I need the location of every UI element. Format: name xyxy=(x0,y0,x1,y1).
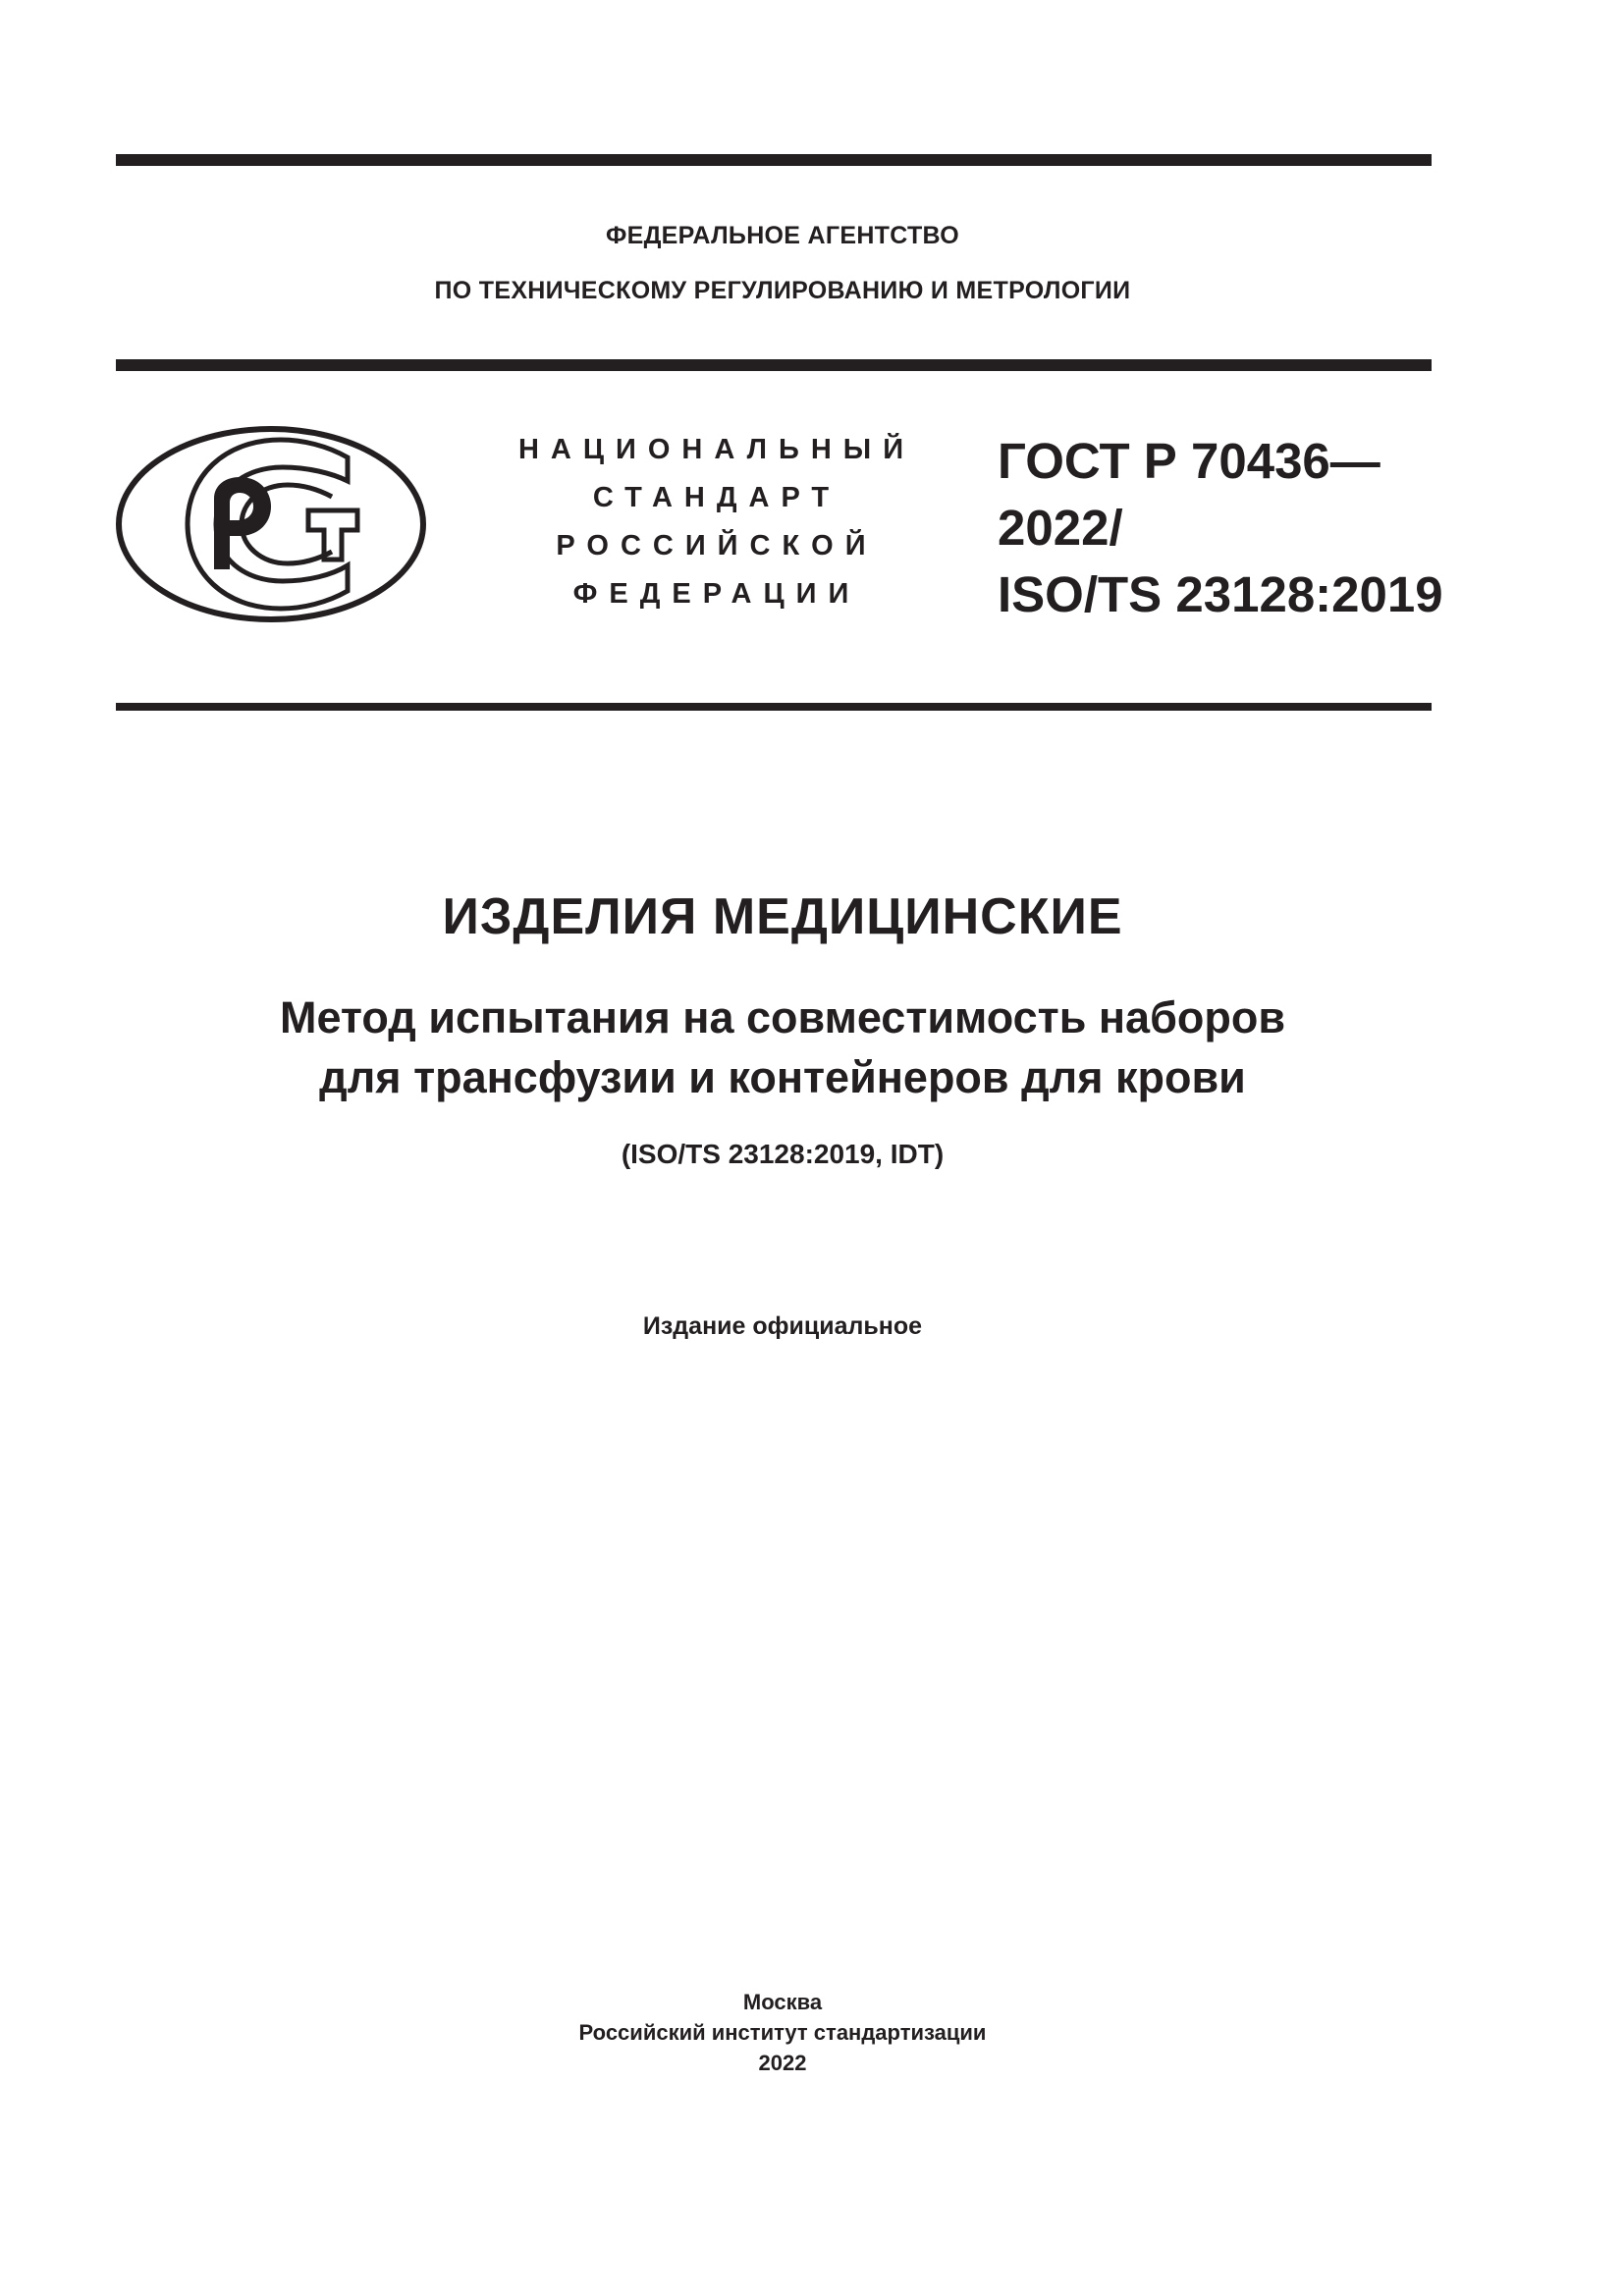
national-standard-line: СТАНДАРТ xyxy=(592,482,841,513)
national-standard-line: ФЕДЕРАЦИИ xyxy=(572,578,861,610)
document-subtitle xyxy=(0,988,1565,1107)
header-rule xyxy=(116,359,1432,371)
imprint-city: Москва xyxy=(742,1990,823,2014)
imprint xyxy=(0,1987,1565,2078)
designation-rule xyxy=(116,703,1432,711)
national-standard-line: РОССИЙСКОЙ xyxy=(556,530,878,561)
imprint-publisher: Российский институт стандартизации xyxy=(578,2020,987,2045)
designation-line: 2022/ xyxy=(998,500,1123,556)
agency-name-line-1: ФЕДЕРАЛЬНОЕ АГЕНТСТВО xyxy=(605,222,960,249)
document-title: ИЗДЕЛИЯ МЕДИЦИНСКИЕ xyxy=(442,888,1123,945)
designation-line: ISO/TS 23128:2019 xyxy=(998,566,1443,622)
gost-r-certification-mark-icon xyxy=(116,422,430,628)
national-standard-label xyxy=(496,426,938,618)
standard-designation xyxy=(998,428,1443,628)
agency-name-line-2: ПО ТЕХНИЧЕСКОМУ РЕГУЛИРОВАНИЮ И МЕТРОЛОГИИ xyxy=(434,277,1131,304)
designation-line: ГОСТ Р 70436— xyxy=(998,433,1380,489)
subtitle-line: Метод испытания на совместимость наборов xyxy=(280,992,1285,1042)
identity-reference: (ISO/TS 23128:2019, IDT) xyxy=(621,1139,945,1169)
subtitle-line: для трансфузии и контейнеров для крови xyxy=(319,1052,1246,1102)
national-standard-line: НАЦИОНАЛЬНЫЙ xyxy=(517,434,916,465)
official-edition-label: Издание официальное xyxy=(642,1312,923,1340)
imprint-year: 2022 xyxy=(758,2051,807,2075)
top-rule xyxy=(116,154,1432,166)
